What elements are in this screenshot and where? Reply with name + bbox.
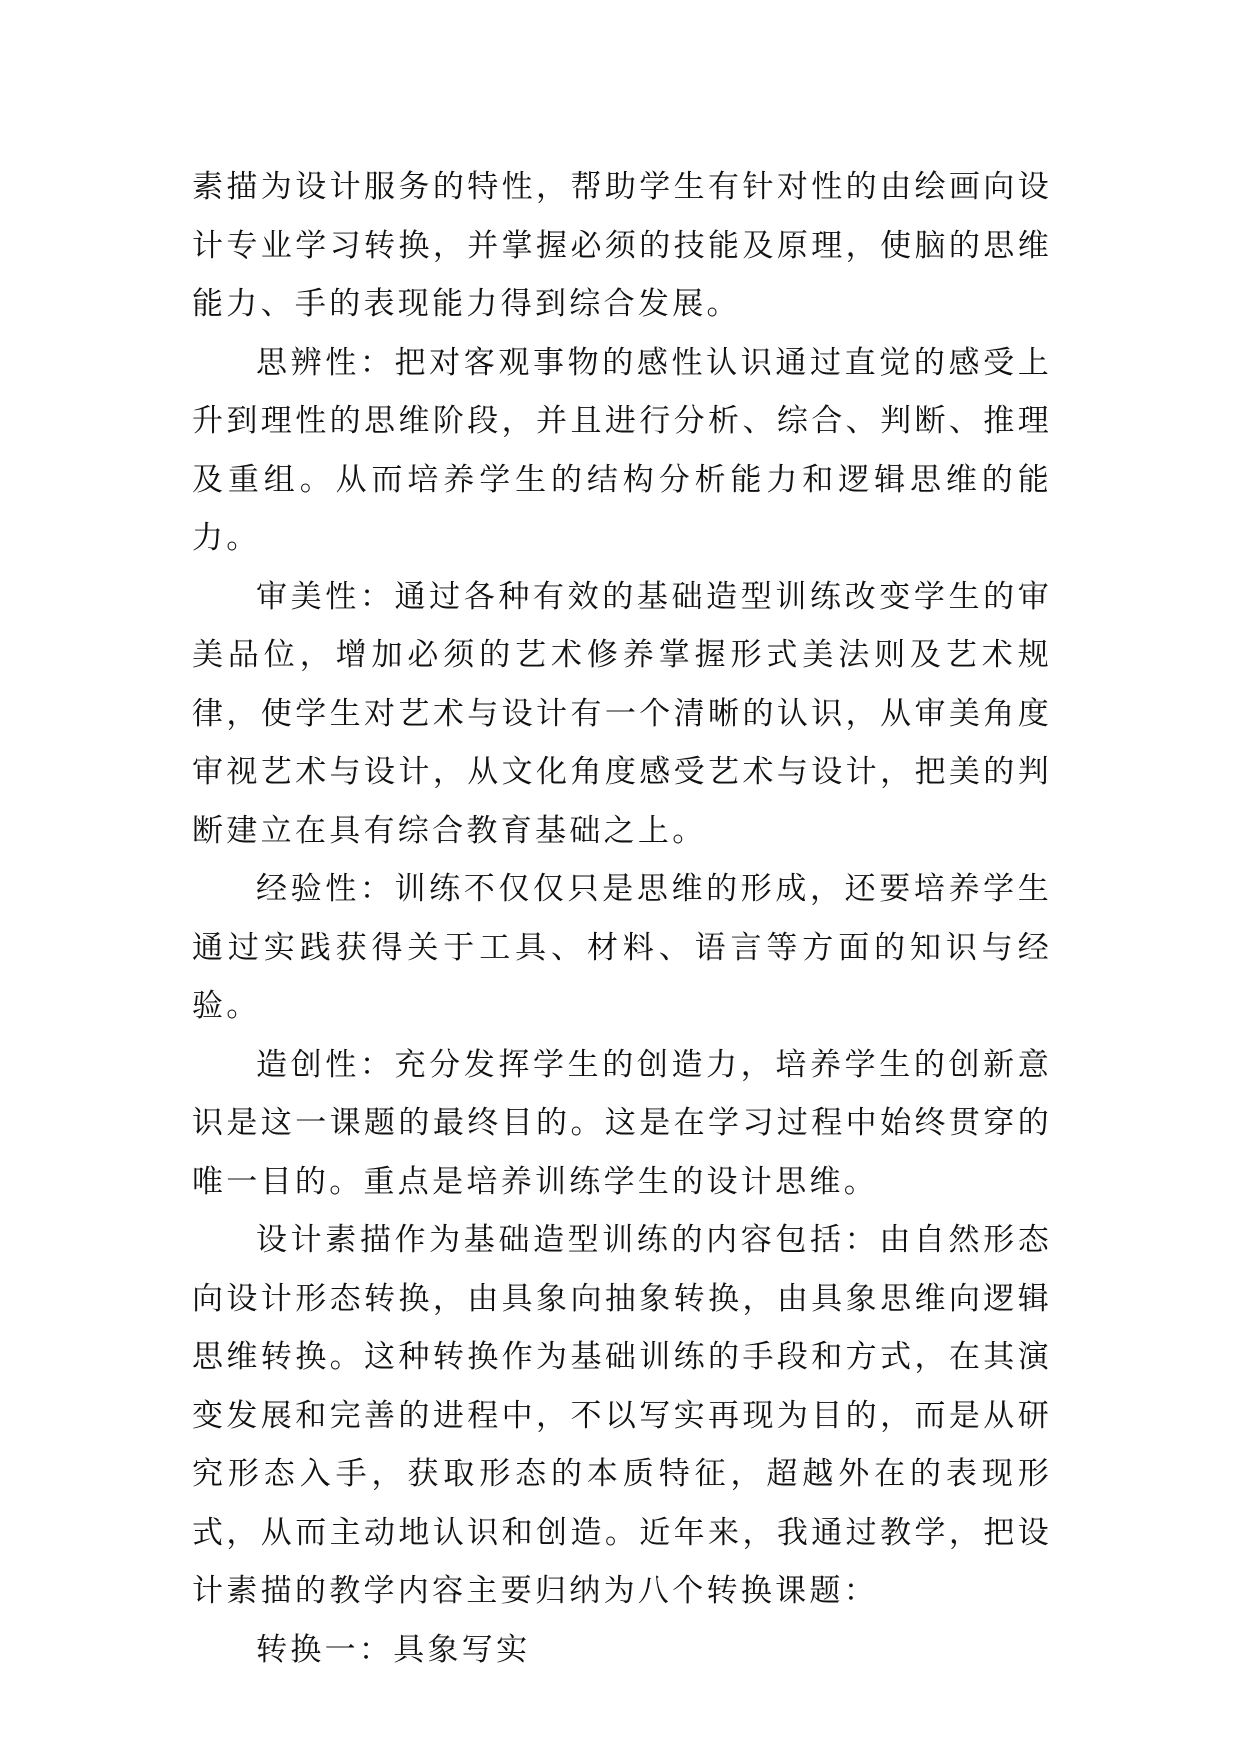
paragraph-speculative: 思辨性：把对客观事物的感性认识通过直觉的感受上升到理性的思维阶段，并且进行分析、综合、判断、推理及重组。从而培养学生的结构分析能力和逻辑思维的能力。 bbox=[192, 344, 1052, 556]
paragraph-design-sketch-content: 设计素描作为基础造型训练的内容包括：由自然形态向设计形态转换，由具象向抽象转换，由具象思维向逻辑思维转换。这种转换作为基础训练的手段和方式，在其演变发展和完善的进程中，不以写实再现为目的，而是从研究形态入手，获取形态的本质特征，超越外在的表现形式，从而主动地认识和创造。近年来，我通过教学，把设计素描的教学内容主要归纳为八个转换课题： bbox=[192, 1222, 1052, 1609]
paragraph-creative: 造创性：充分发挥学生的创造力，培养学生的创新意识是这一课题的最终目的。这是在学习过程中始终贯穿的唯一目的。重点是培养训练学生的设计思维。 bbox=[192, 1046, 1052, 1200]
section-heading-transformation-one: 转换一：具象写实 bbox=[256, 1631, 531, 1668]
paragraph-continuation: 素描为设计服务的特性，帮助学生有针对性的由绘画向设计专业学习转换，并掌握必须的技能及原理，使脑的思维能力、手的表现能力得到综合发展。 bbox=[192, 169, 1052, 322]
paragraph-experiential: 经验性：训练不仅仅只是思维的形成，还要培养学生通过实践获得关于工具、材料、语言等方面的知识与经验。 bbox=[192, 871, 1052, 1024]
document-body bbox=[192, 158, 1052, 1679]
paragraph-aesthetic: 审美性：通过各种有效的基础造型训练改变学生的审美品位，增加必须的艺术修养掌握形式美法则及艺术规律，使学生对艺术与设计有一个清晰的认识，从审美角度审视艺术与设计，从文化角度感受艺术与设计，把美的判断建立在具有综合教育基础之上。 bbox=[192, 578, 1052, 849]
